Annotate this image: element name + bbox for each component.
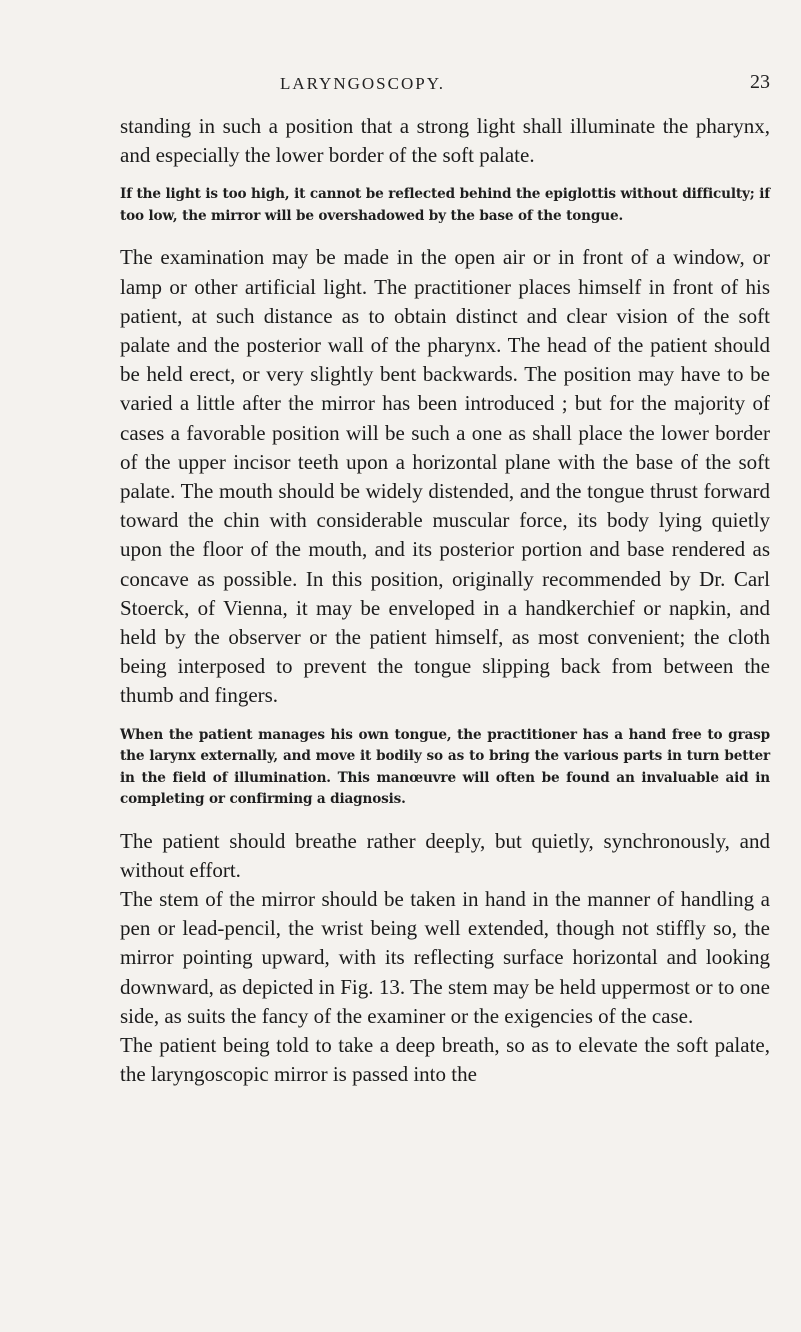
note-patient-manages-tongue: When the patient manages his own tongue, the practitioner has a hand free to grasp the larynx externally, and move it bodily so as to bring the various parts in turn better in the field of illumination. This manœuvre will often be found an invaluable aid in completing or confirming a diagnosis. (120, 726, 770, 808)
page-number: 23 (750, 71, 770, 93)
paragraph-examination-setup: The examination may be made in the open air or in front of a window, or lamp or other artificial light. The practitioner places himself in front of his patient, at such distance as to obtain distinct and clear vision of the soft palate and the posterior wall of the pharynx. The head of the patient should be held erect, or very slightly bent backwards. The position may have to be varied a little after the mirror has been introduced ; but for the majority of cases a favorable position will be such a one as shall place the lower border of the upper incisor teeth upon a horizontal plane with the base of the soft palate. The mouth should be widely distended, and the tongue thrust forward toward the chin with considerable muscular force, its body lying quietly upon the floor of the mouth, and its posterior portion and base rendered as concave as possible. In this position, originally recommended by Dr. Carl Stoerck, of Vienna, it may be enveloped in a handkerchief or napkin, and held by the observer or the patient himself, as most convenient; the cloth being interposed to prevent the tongue slipping back from between the thumb and fingers. (120, 245, 770, 708)
paragraph-breathing: The patient should breathe rather deeply, but quietly, synchronously, and without effort. (120, 828, 770, 882)
running-head-title: LARYNGOSCOPY. (280, 74, 446, 93)
note-light-height: If the light is too high, it cannot be reflected behind the epiglottis without difficulty; if too low, the mirror will be overshadowed by the base of the tongue. (120, 186, 770, 224)
paragraph-continued-light-position: standing in such a position that a strong light shall illuminate the pharynx, and especially the lower border of the soft palate. (120, 114, 770, 168)
paragraph-mirror-insertion: The patient being told to take a deep breath, so as to elevate the soft palate, the laryngoscopic mirror is passed into the (120, 1033, 770, 1087)
paragraph-mirror-stem: The stem of the mirror should be taken in hand in the manner of handling a pen or lead-pencil, the wrist being well extended, though not stiffly so, the mirror pointing upward, with its reflecting surface horizontal and looking downward, as depicted in Fig. 13. The stem may be held uppermost or to one side, as suits the fancy of the examiner or the exigencies of the case. (120, 887, 770, 1028)
page-body (120, 112, 770, 1089)
running-head (120, 71, 770, 102)
